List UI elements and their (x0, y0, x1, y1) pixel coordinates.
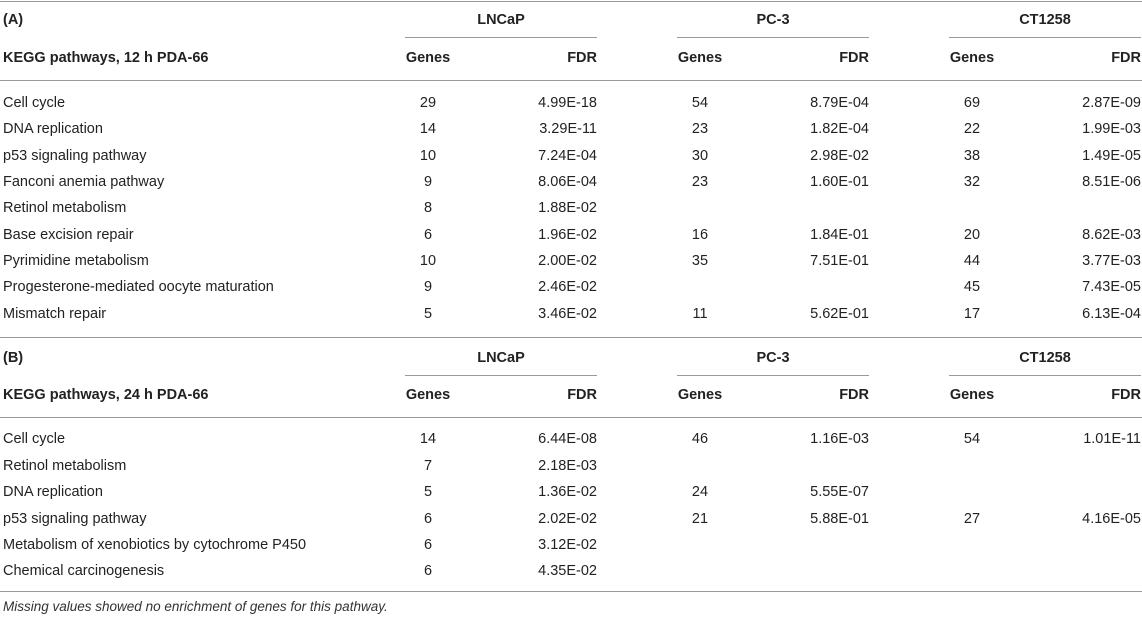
ct1258-fdr: 2.87E-09 (1082, 95, 1141, 111)
lncap-genes: 7 (423, 458, 433, 474)
section-b-label: (B) (3, 350, 24, 366)
pc3-genes: 23 (691, 174, 709, 190)
section-a-pc3-rule (677, 37, 869, 38)
pc3-genes-header: Genes (677, 387, 723, 403)
pc3-fdr: 5.55E-07 (810, 484, 869, 500)
lncap-genes: 5 (423, 306, 433, 322)
table-row (0, 172, 1142, 192)
section-a-group-header (0, 10, 1142, 30)
section-a-label: (A) (3, 12, 24, 28)
pathway-name: Metabolism of xenobiotics by cytochrome P450 (3, 537, 307, 553)
pathway-name: Mismatch repair (3, 306, 107, 322)
ct1258-fdr: 8.51E-06 (1082, 174, 1141, 190)
section-b-column-header (0, 385, 1142, 405)
section-b-pc3-rule (677, 375, 869, 376)
pathway-name: Chemical carcinogenesis (3, 563, 165, 579)
table-row (0, 225, 1142, 245)
table-row (0, 119, 1142, 139)
section-a-ct1258-rule (949, 37, 1141, 38)
section-a-column-header (0, 48, 1142, 68)
table-row (0, 482, 1142, 502)
lncap-genes: 9 (423, 174, 433, 190)
table-row (0, 251, 1142, 271)
pathway-name: p53 signaling pathway (3, 148, 147, 164)
lncap-fdr: 2.02E-02 (538, 511, 597, 527)
ct1258-genes: 17 (963, 306, 981, 322)
ct1258-genes: 69 (963, 95, 981, 111)
group-lncap: LNCaP (477, 350, 525, 366)
pc3-fdr: 1.82E-04 (810, 121, 869, 137)
section-b-ct1258-rule (949, 375, 1141, 376)
table-top-rule (0, 1, 1142, 2)
section-b-lncap-rule (405, 375, 597, 376)
lncap-fdr: 4.99E-18 (538, 95, 597, 111)
pc3-genes: 16 (691, 227, 709, 243)
table-footnote: Missing values showed no enrichment of genes for this pathway. (3, 599, 388, 614)
pathway-name: Cell cycle (3, 95, 66, 111)
pc3-fdr: 1.16E-03 (810, 431, 869, 447)
pathway-name: p53 signaling pathway (3, 511, 147, 527)
pc3-genes: 23 (691, 121, 709, 137)
section-a-header-rule (0, 80, 1142, 81)
section-b-header-rule (0, 417, 1142, 418)
pc3-fdr: 2.98E-02 (810, 148, 869, 164)
ct1258-genes: 38 (963, 148, 981, 164)
lncap-genes: 9 (423, 279, 433, 295)
ct1258-fdr: 7.43E-05 (1082, 279, 1141, 295)
lncap-fdr: 3.29E-11 (539, 121, 597, 137)
pc3-genes: 24 (691, 484, 709, 500)
ct1258-genes: 22 (963, 121, 981, 137)
pc3-genes: 35 (691, 253, 709, 269)
pathway-name: Base excision repair (3, 227, 134, 243)
lncap-fdr-header: FDR (567, 50, 597, 66)
lncap-fdr-header: FDR (567, 387, 597, 403)
pathway-name: Pyrimidine metabolism (3, 253, 149, 269)
pc3-genes: 46 (691, 431, 709, 447)
pc3-fdr: 8.79E-04 (810, 95, 869, 111)
lncap-genes: 10 (419, 148, 437, 164)
lncap-genes: 8 (423, 200, 433, 216)
pathway-column-header: KEGG pathways, 24 h PDA-66 (3, 387, 209, 403)
ct1258-genes: 20 (963, 227, 981, 243)
lncap-fdr: 2.18E-03 (538, 458, 597, 474)
lncap-fdr: 2.46E-02 (538, 279, 597, 295)
pc3-fdr-header: FDR (839, 387, 869, 403)
pathway-name: DNA replication (3, 121, 103, 137)
pathway-name: Cell cycle (3, 431, 66, 447)
lncap-fdr: 1.88E-02 (538, 200, 597, 216)
lncap-genes: 6 (423, 227, 433, 243)
lncap-fdr: 2.00E-02 (538, 253, 597, 269)
group-ct1258: CT1258 (1019, 12, 1071, 28)
ct1258-genes: 44 (963, 253, 981, 269)
lncap-fdr: 1.36E-02 (538, 484, 597, 500)
lncap-fdr: 6.44E-08 (538, 431, 597, 447)
pc3-genes: 11 (692, 306, 708, 322)
table-row (0, 509, 1142, 529)
table-row (0, 429, 1142, 449)
group-lncap: LNCaP (477, 12, 525, 28)
group-pc3: PC-3 (756, 12, 790, 28)
table-row (0, 146, 1142, 166)
table-bottom-rule (0, 591, 1142, 592)
lncap-genes: 5 (423, 484, 433, 500)
pathway-column-header: KEGG pathways, 12 h PDA-66 (3, 50, 209, 66)
section-a-lncap-rule (405, 37, 597, 38)
table-row (0, 561, 1142, 581)
lncap-genes: 6 (423, 511, 433, 527)
table-row (0, 277, 1142, 297)
ct1258-genes: 45 (963, 279, 981, 295)
pathway-name: DNA replication (3, 484, 103, 500)
lncap-genes: 14 (419, 431, 437, 447)
ct1258-genes: 27 (963, 511, 981, 527)
pathway-name: Retinol metabolism (3, 458, 127, 474)
pc3-fdr: 5.62E-01 (810, 306, 869, 322)
lncap-genes: 6 (423, 537, 433, 553)
group-ct1258: CT1258 (1019, 350, 1071, 366)
pc3-fdr-header: FDR (839, 50, 869, 66)
section-b-group-header (0, 348, 1142, 368)
pc3-genes: 54 (691, 95, 709, 111)
ct1258-genes-header: Genes (949, 50, 995, 66)
pc3-fdr: 7.51E-01 (810, 253, 869, 269)
pc3-genes: 30 (691, 148, 709, 164)
pc3-fdr: 1.84E-01 (810, 227, 869, 243)
lncap-fdr: 3.12E-02 (538, 537, 597, 553)
lncap-fdr: 4.35E-02 (538, 563, 597, 579)
lncap-genes-header: Genes (405, 50, 451, 66)
pc3-genes-header: Genes (677, 50, 723, 66)
ct1258-fdr: 1.99E-03 (1082, 121, 1141, 137)
ct1258-fdr-header: FDR (1111, 50, 1141, 66)
table-row (0, 304, 1142, 324)
lncap-fdr: 1.96E-02 (538, 227, 597, 243)
ct1258-fdr: 3.77E-03 (1082, 253, 1141, 269)
ct1258-fdr: 1.49E-05 (1082, 148, 1141, 164)
pathway-name: Progesterone-mediated oocyte maturation (3, 279, 274, 295)
table-row (0, 198, 1142, 218)
lncap-fdr: 8.06E-04 (538, 174, 597, 190)
section-separator-rule (0, 337, 1142, 338)
lncap-genes-header: Genes (405, 387, 451, 403)
ct1258-genes-header: Genes (949, 387, 995, 403)
lncap-genes: 14 (419, 121, 437, 137)
pathway-name: Fanconi anemia pathway (3, 174, 165, 190)
ct1258-fdr: 4.16E-05 (1082, 511, 1141, 527)
lncap-fdr: 3.46E-02 (538, 306, 597, 322)
table-row (0, 456, 1142, 476)
pathway-name: Retinol metabolism (3, 200, 127, 216)
table-row (0, 535, 1142, 555)
lncap-genes: 10 (419, 253, 437, 269)
group-pc3: PC-3 (756, 350, 790, 366)
ct1258-genes: 32 (963, 174, 981, 190)
ct1258-fdr: 8.62E-03 (1082, 227, 1141, 243)
lncap-genes: 29 (419, 95, 437, 111)
ct1258-fdr-header: FDR (1111, 387, 1141, 403)
table-row (0, 93, 1142, 113)
lncap-genes: 6 (423, 563, 433, 579)
pc3-fdr: 1.60E-01 (810, 174, 869, 190)
ct1258-fdr: 1.01E-11 (1083, 431, 1141, 447)
lncap-fdr: 7.24E-04 (538, 148, 597, 164)
pc3-fdr: 5.88E-01 (810, 511, 869, 527)
pc3-genes: 21 (691, 511, 709, 527)
ct1258-fdr: 6.13E-04 (1082, 306, 1141, 322)
ct1258-genes: 54 (963, 431, 981, 447)
